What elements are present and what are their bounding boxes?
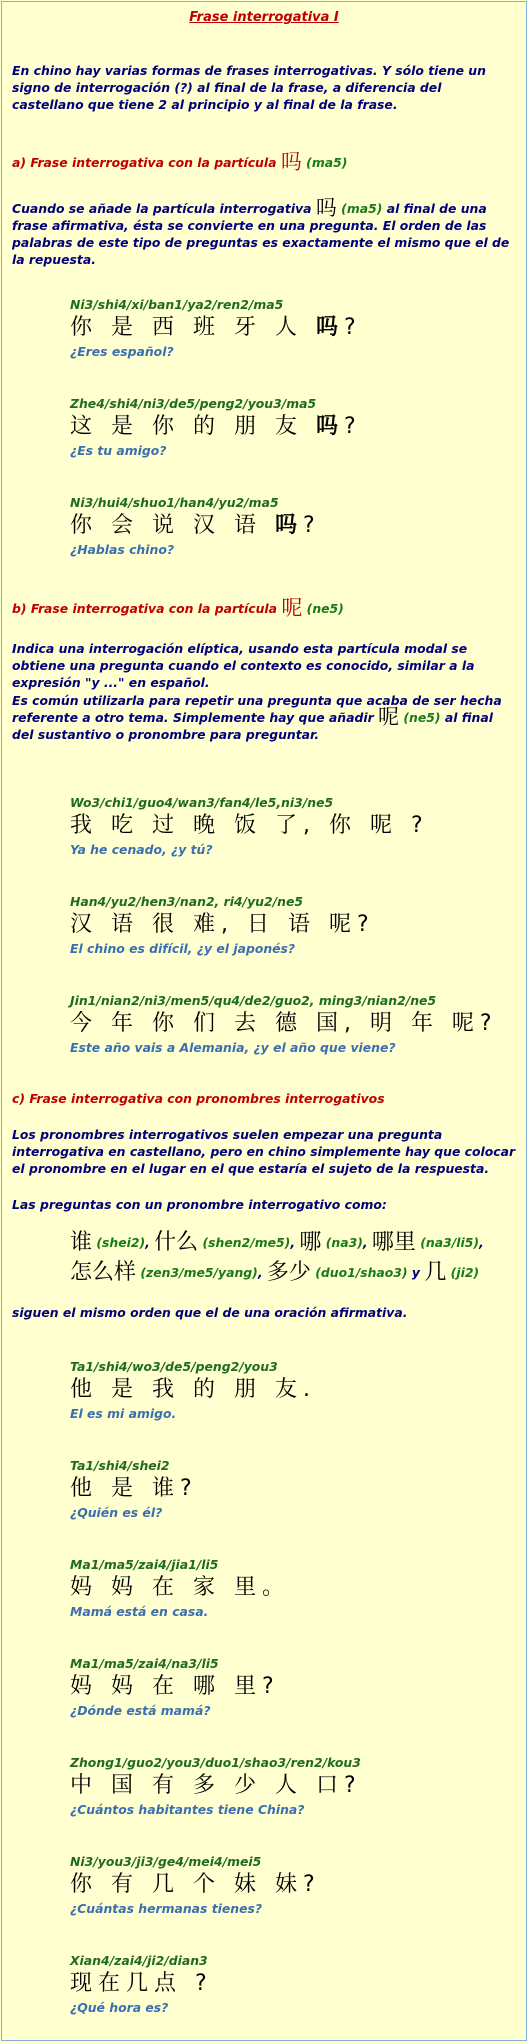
example-c4	[70, 1655, 516, 1719]
section-b-pinyin: (ne5)	[306, 601, 344, 616]
qword-char: 哪	[299, 1230, 322, 1255]
section-b-desc-text: Es común utilizarla para repetir una pregunta que acaba de ser hecha referente a otro tema. Simplemente hay que añadir	[12, 693, 502, 725]
section-a-desc-pinyin: (ma5)	[341, 201, 383, 216]
example-chars: 你 是 西 班 牙 人 吗?	[70, 315, 362, 340]
section-a-heading	[12, 150, 516, 174]
example-translation: ¿Cuántos habitantes tiene China?	[70, 1802, 305, 1817]
qword-pinyin: (duo1/shao3)	[315, 1265, 408, 1280]
page-title: Frase interrogativa I	[189, 10, 339, 25]
example-c3	[70, 1556, 516, 1620]
section-c-description-3: siguen el mismo orden que el de una oración afirmativa.	[12, 1305, 408, 1320]
section-c-description-2: Las preguntas con un pronombre interrogativo como:	[12, 1197, 387, 1212]
section-b-description-2	[12, 692, 516, 743]
example-chars: 你 会 说 汉 语 吗?	[70, 513, 321, 538]
example-chars: 今 年 你 们 去 德 国, 明 年 呢?	[70, 1011, 498, 1036]
qword-char: 几	[424, 1260, 447, 1285]
example-chars: 他 是 谁?	[70, 1476, 198, 1501]
example-c7	[70, 1952, 516, 2016]
example-chars: 你 有 几 个 妹 妹?	[70, 1872, 321, 1897]
example-a1	[70, 296, 516, 360]
example-translation: Mamá está en casa.	[70, 1604, 209, 1619]
example-b3	[70, 992, 516, 1056]
example-pinyin: Ma1/ma5/zai4/jia1/li5	[70, 1557, 219, 1572]
example-chars: 他 是 我 的 朋 友.	[70, 1377, 316, 1402]
qword-char: 什么	[154, 1230, 199, 1255]
example-translation: El es mi amigo.	[70, 1406, 177, 1421]
example-pinyin: Jin1/nian2/ni3/men5/qu4/de2/guo2, ming3/nian2/ne5	[70, 993, 437, 1008]
example-pinyin: Ni3/shi4/xi/ban1/ya2/ren2/ma5	[70, 297, 284, 312]
section-b-heading-text: b) Frase interrogativa con la partícula	[12, 601, 277, 616]
example-chars: 这 是 你 的 朋 友 吗?	[70, 414, 362, 439]
section-a-char: 吗	[280, 150, 302, 174]
qword-pinyin: (shen2/me5)	[202, 1235, 291, 1250]
example-translation: ¿Eres español?	[70, 344, 174, 359]
section-c-heading: c) Frase interrogativa con pronombres interrogativos	[12, 1091, 385, 1106]
example-a3	[70, 494, 516, 558]
qword-pinyin: (na3/li5)	[420, 1235, 480, 1250]
question-words-list: 谁 (shei2), 什么 (shen2/me5), 哪 (na3), 哪里 (na3/li5), 怎么样 (zen3/me5/yang), 多少 (duo1/shao3) y 几 (ji2)	[70, 1230, 484, 1285]
example-chars: 中 国 有 多 少 人 口?	[70, 1773, 362, 1798]
qword-char: 多少	[266, 1260, 311, 1285]
example-pinyin: Han4/yu2/hen3/nan2, ri4/yu2/ne5	[70, 894, 303, 909]
example-chars: 妈 妈 在 家 里。	[70, 1575, 290, 1600]
example-b2	[70, 893, 516, 957]
example-c2	[70, 1457, 516, 1521]
lesson-page	[1, 1, 527, 2041]
example-pinyin: Ni3/you3/ji3/ge4/mei4/mei5	[70, 1854, 262, 1869]
section-a-desc-text-2: al final de una frase afirmativa, ésta se convierte en una pregunta. El orden de las palabras de este tipo de preguntas es exactamente el mismo que el de la repuesta.	[12, 201, 510, 267]
qword-pinyin: (zen3/me5/yang)	[140, 1265, 258, 1280]
example-pinyin: Zhong1/guo2/you3/duo1/shao3/ren2/kou3	[70, 1755, 361, 1770]
example-translation: ¿Quién es él?	[70, 1505, 163, 1520]
section-b-heading	[12, 596, 516, 620]
intro-paragraph: En chino hay varias formas de frases interrogativas. Y sólo tiene un signo de interrogación (?) al final de la frase, a diferencia del castellano que tiene 2 al principio y al final de la frase.	[12, 63, 486, 112]
example-translation: ¿Dónde está mamá?	[70, 1703, 211, 1718]
qword-char: 怎么样	[70, 1260, 137, 1285]
example-pinyin: Ta1/shi4/shei2	[70, 1458, 170, 1473]
example-pinyin: Wo3/chi1/guo4/wan3/fan4/le5,ni3/ne5	[70, 795, 334, 810]
example-pinyin: Ta1/shi4/wo3/de5/peng2/you3	[70, 1359, 278, 1374]
example-translation: El chino es difícil, ¿y el japonés?	[70, 941, 296, 956]
qword-pinyin: (na3)	[325, 1235, 363, 1250]
example-pinyin: Zhe4/shi4/ni3/de5/peng2/you3/ma5	[70, 396, 317, 411]
section-b-desc-text-2: al final del sustantivo o pronombre para preguntar.	[12, 710, 493, 742]
section-b-desc-pinyin: (ne5)	[403, 710, 441, 725]
example-chars: 汉 语 很 难, 日 语 呢?	[70, 912, 375, 937]
section-b-description-1: Indica una interrogación elíptica, usando esta partícula modal se obtiene una pregunta cuando el contexto es conocido, similar a la expresión "y ..." en español.	[12, 641, 475, 690]
section-b-desc-char: 呢	[378, 705, 400, 729]
section-a-description	[12, 196, 516, 268]
example-translation: Este año vais a Alemania, ¿y el año que viene?	[70, 1040, 396, 1055]
example-chars: 现在几点 ?	[70, 1971, 213, 1996]
example-b1	[70, 794, 516, 858]
example-pinyin: Ni3/hui4/shuo1/han4/yu2/ma5	[70, 495, 279, 510]
example-pinyin: Xian4/zai4/ji2/dian3	[70, 1953, 208, 1968]
example-a2	[70, 395, 516, 459]
example-translation: ¿Es tu amigo?	[70, 443, 167, 458]
section-a-desc-char: 吗	[315, 196, 337, 220]
section-c-description-1: Los pronombres interrogativos suelen empezar una pregunta interrogativa en castellano, pero en chino simplemente hay que colocar el pronombre en el lugar en el que estaría el sujeto de la respuesta.	[12, 1127, 516, 1176]
example-c6	[70, 1853, 516, 1917]
qword-pinyin: (ji2)	[450, 1265, 480, 1280]
example-c5	[70, 1754, 516, 1818]
qword-char: 谁	[70, 1230, 93, 1255]
example-translation: ¿Qué hora es?	[70, 2000, 169, 2015]
section-b-char: 呢	[281, 596, 303, 620]
qword-pinyin: (shei2)	[96, 1235, 146, 1250]
example-c1	[70, 1358, 516, 1422]
section-a-desc-text: Cuando se añade la partícula interrogativa	[12, 201, 312, 216]
section-a-heading-text: a) Frase interrogativa con la partícula	[12, 155, 277, 170]
example-chars: 妈 妈 在 哪 里?	[70, 1674, 280, 1699]
example-translation: Ya he cenado, ¿y tú?	[70, 842, 213, 857]
example-translation: ¿Hablas chino?	[70, 542, 175, 557]
section-a-pinyin: (ma5)	[306, 155, 348, 170]
example-translation: ¿Cuántas hermanas tienes?	[70, 1901, 263, 1916]
qword-char: 哪里	[371, 1230, 416, 1255]
example-chars: 我 吃 过 晚 饭 了, 你 呢 ?	[70, 813, 429, 838]
example-pinyin: Ma1/ma5/zai4/na3/li5	[70, 1656, 219, 1671]
